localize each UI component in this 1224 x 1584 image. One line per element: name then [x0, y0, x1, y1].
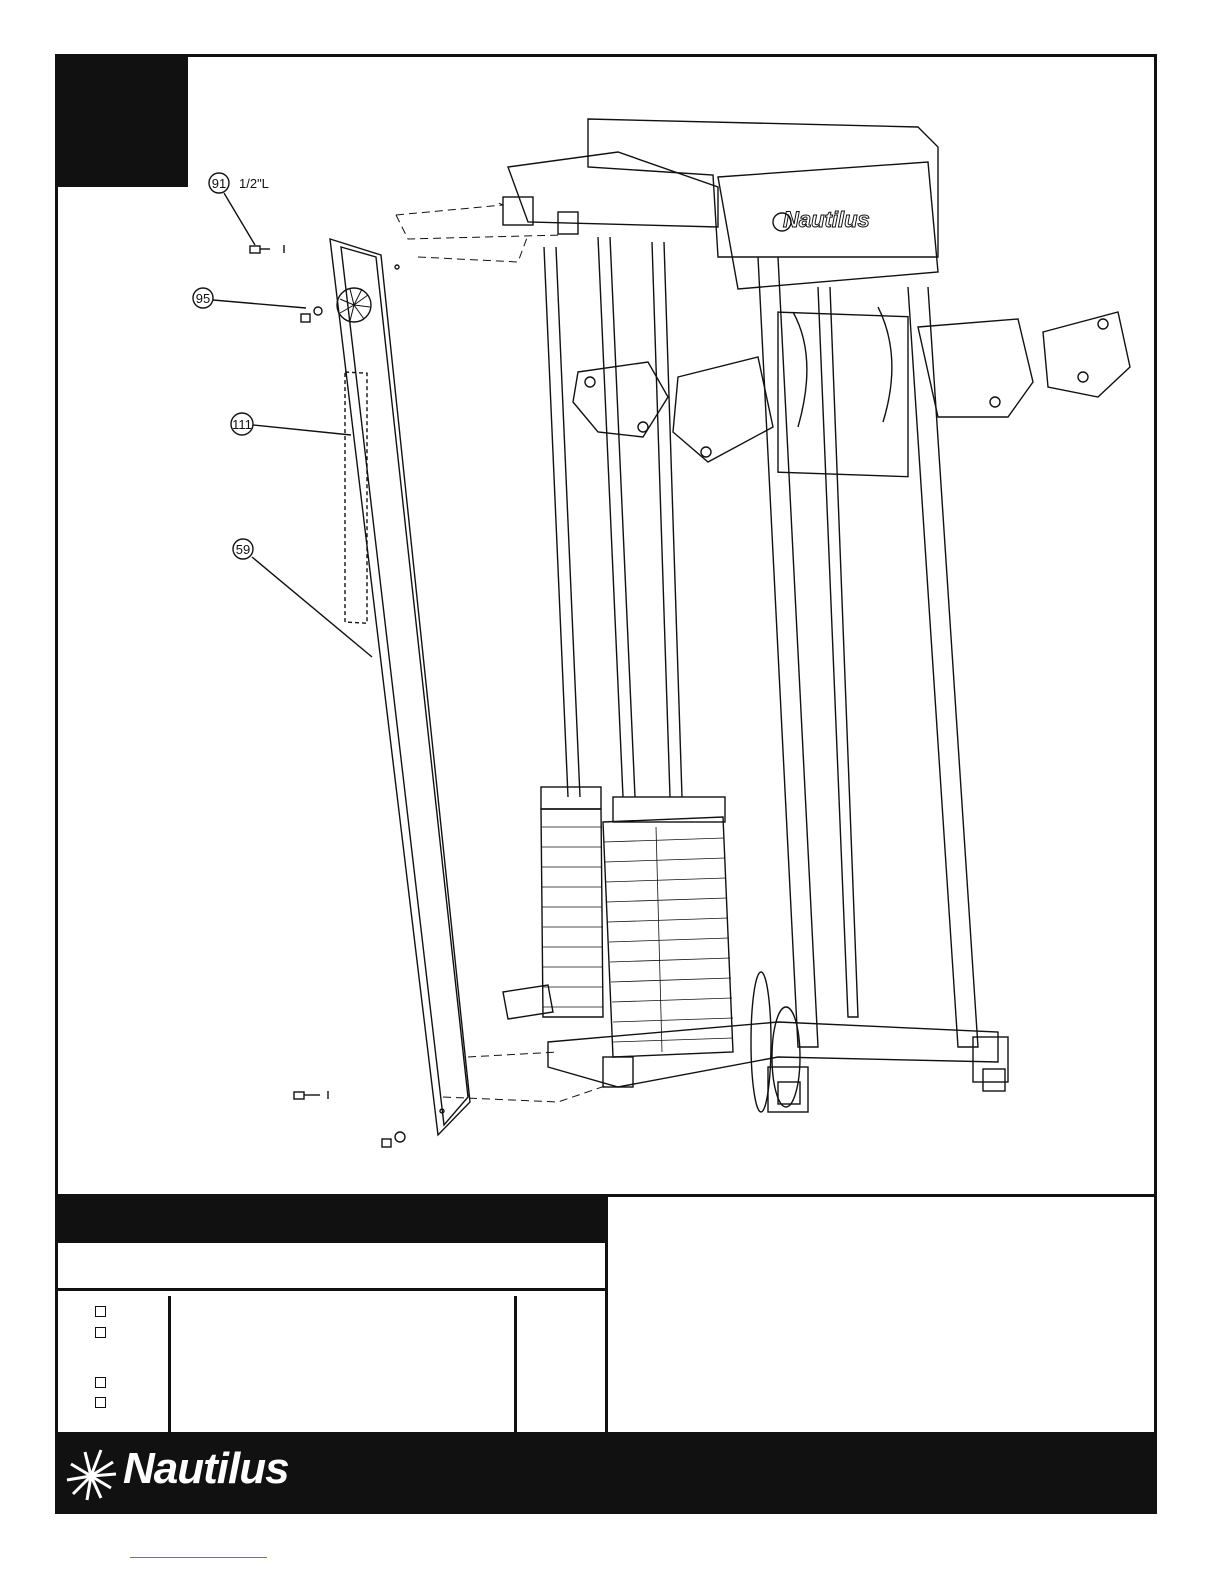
- weight-stack-right: [603, 797, 733, 1057]
- parts-checklist-table: [55, 1296, 605, 1435]
- callout-95: [193, 288, 306, 308]
- weight-stack-left: [541, 787, 603, 1017]
- nautilus-shell-icon: [61, 1444, 121, 1504]
- svg-text:Nautilus: Nautilus: [783, 207, 870, 232]
- svg-text:111: 111: [232, 417, 252, 432]
- parts-checkbox-2[interactable]: [95, 1327, 106, 1338]
- instruction-area: [55, 1194, 1157, 1435]
- parts-checkbox-4[interactable]: [95, 1397, 106, 1408]
- brand-wordmark: Nautilus: [123, 1444, 289, 1493]
- svg-text:95: 95: [195, 291, 211, 306]
- fasteners: [250, 245, 405, 1147]
- parts-description-column: [168, 1296, 514, 1435]
- svg-text:1/2"L: 1/2"L: [239, 176, 269, 191]
- nautilus-logo: [61, 1444, 341, 1504]
- parts-checkbox-1[interactable]: [95, 1306, 106, 1317]
- footer-bar: [55, 1432, 1157, 1514]
- assembly-drawing: [58, 57, 1154, 1194]
- instruction-header-bar: [55, 1197, 605, 1243]
- instruction-subheader: [55, 1243, 605, 1291]
- shroud-panel: [330, 239, 470, 1135]
- footer-link-underline: [130, 1557, 267, 1558]
- svg-text:91: 91: [211, 176, 227, 191]
- checklist-column: [55, 1296, 165, 1435]
- callout-111: [231, 413, 351, 435]
- machine-frame: [503, 119, 1130, 1112]
- callout-91: [209, 173, 269, 245]
- callout-59: [233, 539, 372, 657]
- parts-checkbox-3[interactable]: [95, 1377, 106, 1388]
- svg-text:59: 59: [235, 542, 251, 557]
- column-divider: [605, 1197, 608, 1435]
- parts-quantity-column: [514, 1296, 605, 1435]
